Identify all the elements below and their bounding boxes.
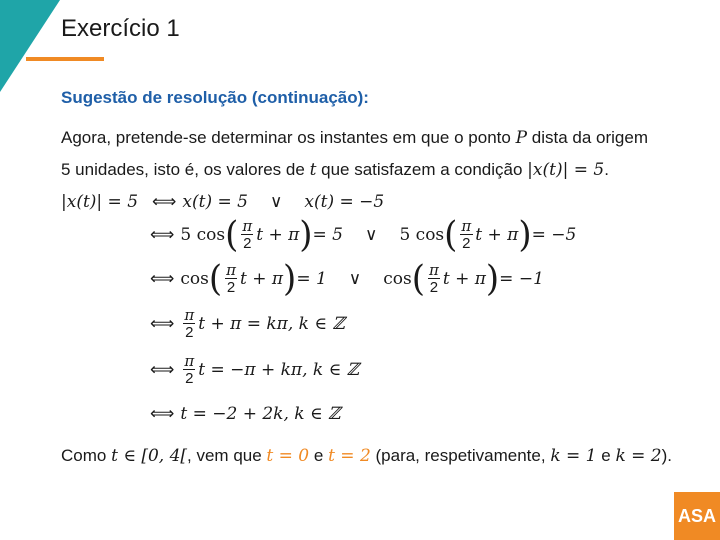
- conclusion-and: e: [313, 446, 324, 465]
- equation-line-2: ⟺ 5 cos ( $\frac{\pi}{2}$ t + π ) = 5 ∨ 5 cos ( $\frac{\pi}{2}$ t + π ) = −5: [150, 214, 577, 256]
- cos-5: 5 cos: [180, 225, 226, 245]
- t-plus-pi: t + π: [239, 269, 284, 289]
- cos-5: 5 cos: [399, 225, 445, 245]
- iff-symbol: ⟺: [150, 269, 175, 288]
- equation-line-3: ⟺ cos ( $\frac{\pi}{2}$ t + π ) = 1 ∨ cos ( $\frac{\pi}{2}$ t + π ) = −1: [150, 258, 544, 300]
- t-plus-pi: t + π: [475, 225, 519, 245]
- iff-symbol: ⟺: [150, 360, 175, 379]
- eq1-a: x(t) = 5: [182, 192, 248, 212]
- intro-line-1-text: Agora, pretende-se determinar os instantes em que o ponto: [61, 128, 511, 147]
- conclusion-paren: (para, respetivamente,: [375, 446, 546, 465]
- fraction-pi-over-2: $\frac{\pi}{2}$: [461, 217, 472, 252]
- eq6: t = −2 + 2k, k ∈ ℤ: [180, 404, 341, 424]
- conclusion-start: Como: [61, 446, 107, 465]
- conclusion-and-2: e: [601, 446, 611, 465]
- conclusion-mid: , vem que: [187, 446, 262, 465]
- k-equals-1: k = 1: [550, 446, 597, 466]
- eq2-b-rhs: = −5: [531, 225, 577, 245]
- asa-logo: ASA: [674, 492, 720, 540]
- fraction-pi-over-2: $\frac{\pi}{2}$: [226, 261, 236, 296]
- teal-corner-decoration: [0, 0, 60, 92]
- iff-symbol: ⟺: [152, 192, 177, 211]
- title-underline: [26, 57, 104, 61]
- intro-line-2-start: 5 unidades, isto é, os valores de: [61, 160, 305, 179]
- solution-t2: t = 2: [328, 446, 371, 466]
- condition-expr: |x(t)| = 5: [527, 160, 605, 180]
- t-var: t: [309, 160, 317, 180]
- intro-line-1-end: dista da origem: [531, 128, 648, 147]
- eq2-a-rhs: = 5: [312, 225, 343, 245]
- slide-subtitle: Sugestão de resolução (continuação):: [61, 88, 369, 107]
- solution-t0: t = 0: [266, 446, 310, 466]
- iff-symbol: ⟺: [150, 225, 175, 244]
- intro-line-1: [61, 128, 648, 148]
- eq1-b: x(t) = −5: [304, 192, 385, 212]
- k-equals-2: k = 2: [615, 446, 662, 466]
- or-symbol: ∨: [269, 192, 283, 211]
- t-plus-pi: t + π: [442, 269, 486, 289]
- eq1-left: |x(t)| = 5: [61, 192, 139, 212]
- fraction-pi-over-2: $\frac{\pi}{2}$: [428, 261, 439, 296]
- eq3-b-rhs: = −1: [499, 269, 544, 289]
- intro-line-2: [61, 160, 609, 180]
- cos: cos: [180, 269, 209, 289]
- eq4-k: , k ∈ ℤ: [287, 314, 345, 334]
- eq3-a-rhs: = 1: [296, 269, 327, 289]
- cos: cos: [383, 269, 412, 289]
- conclusion-end: ).: [661, 446, 672, 465]
- eq5-k: , k ∈ ℤ: [302, 360, 359, 380]
- eq5-rhs: t = −π + kπ: [198, 360, 303, 380]
- point-p-var: P: [515, 128, 528, 148]
- eq4-rhs: t + π = kπ: [198, 314, 288, 334]
- equation-line-4: [150, 308, 345, 340]
- fraction-pi-over-2: $\frac{\pi}{2}$: [242, 217, 253, 252]
- fraction-pi-over-2: $\frac{\pi}{2}$: [184, 306, 195, 341]
- intro-line-2-mid: que satisfazem a condição: [321, 160, 523, 179]
- equation-line-5: [150, 354, 359, 386]
- or-symbol: ∨: [348, 269, 362, 288]
- intro-line-2-end: .: [604, 160, 609, 179]
- fraction-pi-over-2: $\frac{\pi}{2}$: [184, 352, 195, 387]
- conclusion-line: [61, 446, 672, 466]
- slide-title: Exercício 1: [61, 15, 180, 42]
- equation-line-1: [61, 192, 384, 212]
- t-plus-pi: t + π: [256, 225, 300, 245]
- iff-symbol: ⟺: [150, 314, 175, 333]
- equation-line-6: [150, 404, 340, 424]
- conclusion-cond: t ∈ [0, 4[: [111, 446, 188, 466]
- iff-symbol: ⟺: [150, 404, 175, 423]
- or-symbol: ∨: [365, 225, 378, 244]
